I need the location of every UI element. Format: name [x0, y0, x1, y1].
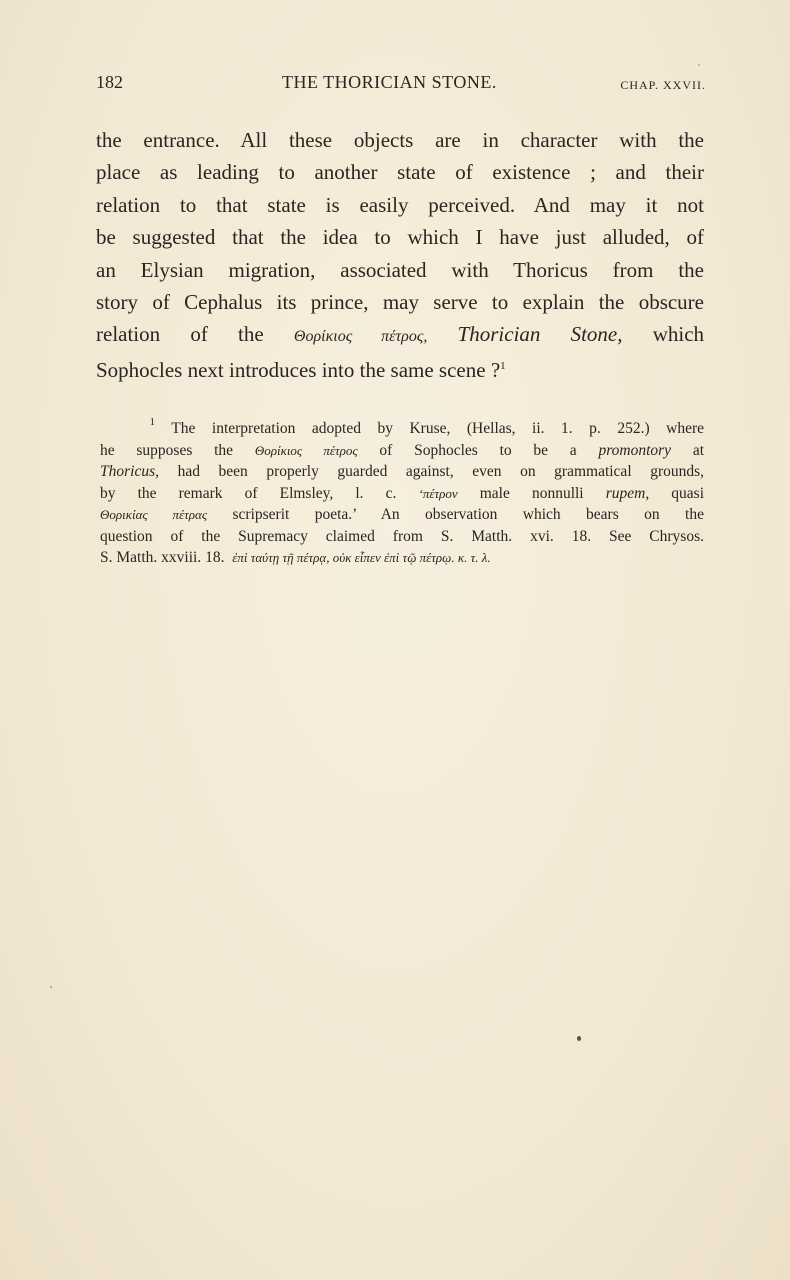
text-segment: S. Matth. xxviii. 18.	[100, 549, 225, 566]
text-line: place as leading to another state of existence ; and their	[96, 160, 704, 185]
main-paragraph	[96, 124, 704, 386]
italic-phrase: promontory	[598, 441, 672, 459]
text-segment: male nonnulli	[479, 484, 584, 502]
text-line: an Elysian migration, associated with Thoricus from the	[96, 257, 704, 282]
text-segment: at	[692, 441, 705, 459]
greek-phrase: ‘πέτρον	[418, 485, 458, 501]
footnote-line	[100, 418, 704, 440]
footnote-reference[interactable]: 1	[500, 359, 506, 372]
italic-phrase: rupem,	[605, 484, 650, 502]
page-number: 182	[96, 72, 123, 92]
greek-phrase: Θορίκιος πέτρος,	[293, 328, 428, 346]
chapter-label: CHAP. XXVII.	[620, 78, 706, 92]
page-header	[96, 72, 706, 100]
footnote-line	[100, 440, 704, 462]
text-segment: The interpretation adopted by Kruse, (Hellas, ii. 1. p. 252.) where	[171, 420, 704, 437]
text-line: the entrance. All these objects are in character with the	[96, 128, 704, 152]
footnote-line	[100, 483, 704, 505]
greek-phrase: ἐπὶ ταύτῃ τῇ πέτρᾳ, οὐκ εἶπεν ἐπὶ τῷ πέτρῳ. κ. τ. λ.	[232, 550, 491, 565]
text-segment: relation of the	[96, 322, 264, 347]
text-segment: Sophocles next introduces into the same scene ?	[96, 357, 501, 382]
paper-speck	[577, 1036, 581, 1041]
text-segment: had been properly guarded against, even on grammatical grounds,	[177, 463, 705, 480]
italic-phrase: Thoricus,	[100, 463, 159, 480]
footnote-line: question of the Supremacy claimed from S. Matth. xvi. 18. See Chrysos.	[100, 527, 704, 545]
paper-speck	[698, 64, 700, 66]
footnote-line	[100, 504, 704, 526]
text-line: relation to that state is easily perceived. And may it not	[96, 192, 704, 217]
paper-speck	[50, 986, 52, 988]
footnote	[100, 418, 704, 569]
running-title: THE THORICIAN STONE.	[282, 72, 497, 92]
text-line	[96, 354, 704, 386]
footnote-line	[100, 461, 704, 483]
text-line: story of Cephalus its prince, may serve to explain the obscure	[96, 290, 704, 315]
text-segment: of Sophocles to be a	[379, 441, 577, 459]
text-line	[96, 318, 704, 353]
greek-phrase: Θορικίας πέτρας	[100, 507, 208, 522]
text-segment: by the remark of Elmsley, l. c.	[100, 484, 397, 502]
italic-phrase: Thorician Stone,	[457, 322, 623, 347]
footnote-line	[100, 547, 704, 569]
greek-phrase: Θορίκιος πέτρος	[254, 442, 358, 458]
text-segment: quasi	[671, 484, 705, 502]
text-segment: which	[652, 322, 705, 347]
text-segment: he supposes the	[100, 441, 234, 459]
footnote-mark: 1	[149, 416, 156, 428]
text-line: be suggested that the idea to which I have just alluded, of	[96, 225, 704, 250]
text-segment: scripserit poeta.’ An observation which bears on the	[232, 506, 704, 523]
